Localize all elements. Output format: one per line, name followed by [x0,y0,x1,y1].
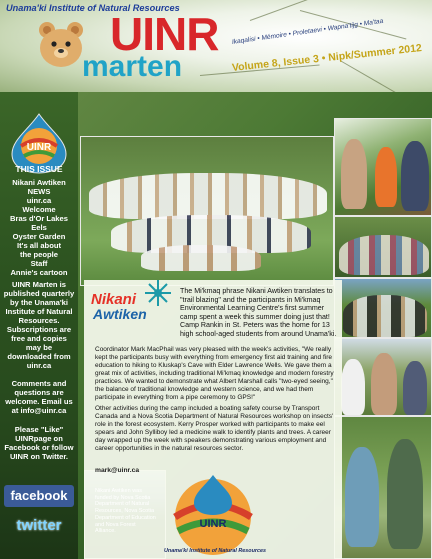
issue-item[interactable]: Oyster Garden [12,231,66,241]
photo-lecture [334,278,432,338]
issue-item[interactable]: It's all about [17,240,61,250]
nikani-awtiken-logo [91,292,163,321]
sidebar-logo-label: UINR [26,142,52,153]
masthead-subtitle: marten [82,50,183,83]
masthead [0,0,432,92]
masthead-title: UINR [110,8,219,60]
volume-issue: Volume 8, Issue 3 • Nipk/Summer 2012 [231,42,423,74]
article-paragraph-1: Coordinator Mark MacPhail was very pleased with the week's activities, "We really kept the participants busy with everything from emergency first aid training and fire education to hiking to Kluskap's Cave with Elder Lawrence Wells. We gave them a great mix of activities, including traditional Mi'kmaq knowledge and modern forestry practices. We wanted to demonstrate what Albert Marshall calls "two-eyed seeing," the balance of traditional knowledge and western science, and we had them participate in everything from a pipe ceremony to GPS!" [95,346,334,401]
photo-trees-top [334,118,432,216]
issue-item[interactable]: uinr.ca [26,195,52,205]
institute-name: Unama'ki Institute of Natural Resources [6,3,180,13]
sidebar [0,92,78,559]
like-note: Please "Like" UINRpage on Facebook or follow UINR on Twitter. [4,425,74,461]
group-photo [80,136,334,286]
funding-note: Nikani Awtiken was funded by Nova Scotia Department of Natural Resources, Nova Scotia Department of Education and Nova Forest Alliance. [95,488,156,535]
issue-list [3,179,75,277]
issue-item[interactable]: Staff [30,258,48,268]
bear-mascot-icon [36,20,86,68]
comments-note: Comments and questions are welcome. Email us at info@uinr.ca [5,379,73,415]
issue-item[interactable]: NEWS [27,186,51,196]
facebook-button[interactable]: facebook [4,485,74,507]
issue-item[interactable]: Welcome [22,204,56,214]
contact-email[interactable]: mark@uinr.ca [95,467,140,474]
footer-logo-label: UINR [199,518,227,530]
issue-item[interactable]: Bras d'Or Lakes [10,213,68,223]
twitter-button[interactable]: twitter [16,517,62,534]
logo-line-2: Awtiken [93,306,147,322]
article-intro: The Mi'kmaq phrase Nikani Awtiken translates to "trail blazing" and the participants in Mi'kmaq Environmental Learning Centre's first summer camp spent a week this summer doing just that! Camp Rankin in St. Peters was the home for 13 high school-aged students from around Unama'ki. [180,287,337,338]
issue-item[interactable]: the people [20,249,58,259]
this-issue-heading: THIS ISSUE [15,164,63,174]
uinr-footer-logo-icon [166,473,260,559]
article-paragraph-2: Other activities during the camp included a boating safety course by Transport Canada and a Nova Scotia Department of Natural Resources workshop on insects' role in the forest ecosystem. Kerry Prosper worked with participants to make eel spears and John Sylliboy led a medicine walk to identify plants and trees. A career day wrapped up the week with speakers demonstrating various employment and career opportunities in the natural resources sector. [95,405,334,452]
published-note: UINR Marten is published quarterly by the Unama'ki Institute of Natural Resources. Subscriptions are free and copies may be downloaded from uinr.ca [3,280,75,370]
masthead-languages: Ikaqalisi • Mémoire • Proletaevi • Wapna'tijg • Ma'taa [231,17,384,46]
photo-outdoor-talk [334,338,432,416]
issue-item[interactable]: Nikani Awtiken [12,178,66,187]
logo-line-1: Nikani [91,291,137,308]
issue-item[interactable]: Annie's cartoon [10,267,68,277]
photo-workshop [334,416,432,559]
photo-forest-group [334,216,432,278]
issue-item[interactable]: Eels [31,222,47,232]
footer-institute-name: Unama'ki Institute of Natural Resources [164,548,266,554]
